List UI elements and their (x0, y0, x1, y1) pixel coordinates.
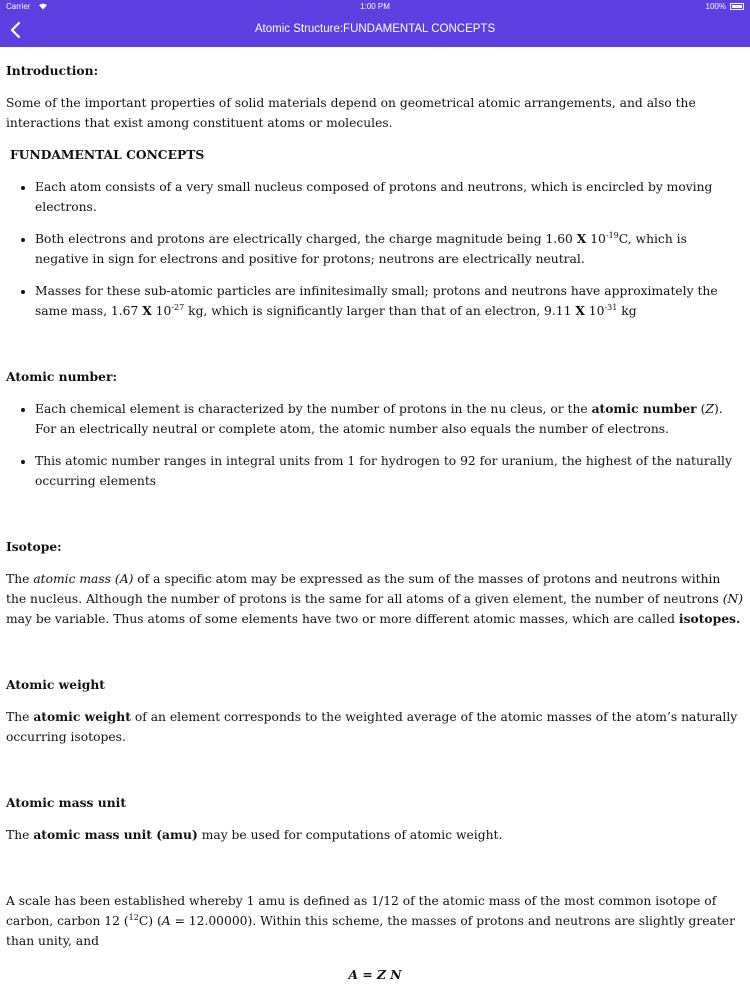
atomic-number-list (6, 399, 744, 491)
list-item: • This atomic number ranges in integral units from 1 for hydrogen to 92 for uranium, the highest of the naturally occurring elements (35, 451, 744, 491)
fundamental-heading: FUNDAMENTAL CONCEPTS (10, 147, 205, 162)
fundamental-list (6, 177, 744, 321)
intro-text: Some of the important properties of solid materials depend on geometrical atomic arrangements, and also the interactions that exist among constituent atoms or molecules. (6, 96, 696, 130)
atomic-number-heading: Atomic number: (6, 369, 117, 384)
list-item: • Both electrons and protons are electrically charged, the charge magnitude being 1.60 X $10^{-19}C$, which is negative in sign for electrons and positive for protons; neutrons are electrically neutral. (35, 229, 744, 269)
atomic-weight-heading: Atomic weight (6, 677, 105, 692)
list-item: • Each chemical element is characterized by the number of protons in the nu cleus, or the atomic number (Z). For an electrically neutral or complete atom, the atomic number also equals the number of electrons. (35, 399, 744, 439)
battery-percent: 100% (705, 2, 726, 11)
formula: A = Z N (348, 967, 402, 982)
amu-scale-text: A scale has been established whereby 1 amu is defined as 1/12 of the atomic mass of the most common isotope of carbon, carbon 12 ($^{12}$C) (A = 12.00000). Within this scheme, the masses of protons and neutrons are slightly greater than unity, and (6, 894, 735, 948)
nav-bar (0, 14, 750, 47)
page-title: Atomic Structure:FUNDAMENTAL CONCEPTS (254, 23, 496, 35)
article-content (0, 61, 750, 985)
atomic-weight-text: The atomic weight of an element corresponds to the weighted average of the atomic masses of the atom’s naturally occurring isotopes. (6, 709, 738, 744)
status-time: 1:00 PM (360, 2, 390, 11)
carrier-label: Carrier (6, 2, 31, 11)
list-item: • Masses for these sub-atomic particles are infinitesimally small; protons and neutrons have approximately the same mass, 1.67 X $10^{-27}$ kg, which is significantly larger than that of an electron, 9.11 X $10^{-31}$ kg (35, 281, 744, 321)
intro-heading: Introduction: (6, 63, 99, 78)
list-item: • Each atom consists of a very small nucleus composed of protons and neutrons, which is encircled by moving electrons. (35, 177, 744, 217)
isotope-text: The atomic mass (A) of a specific atom may be expressed as the sum of the masses of protons and neutrons within the nucleus. Although the number of protons is the same for all atoms of a given element, the number of neutrons (N) may be variable. Thus atoms of some elements have two or more different atomic masses, which are called isotopes. (6, 572, 744, 626)
amu-heading: Atomic mass unit (6, 795, 126, 810)
isotope-heading: Isotope: (6, 539, 62, 554)
battery-icon (730, 3, 744, 10)
status-bar (0, 0, 750, 14)
amu-text: The atomic mass unit (amu) may be used for computations of atomic weight. (6, 827, 503, 842)
